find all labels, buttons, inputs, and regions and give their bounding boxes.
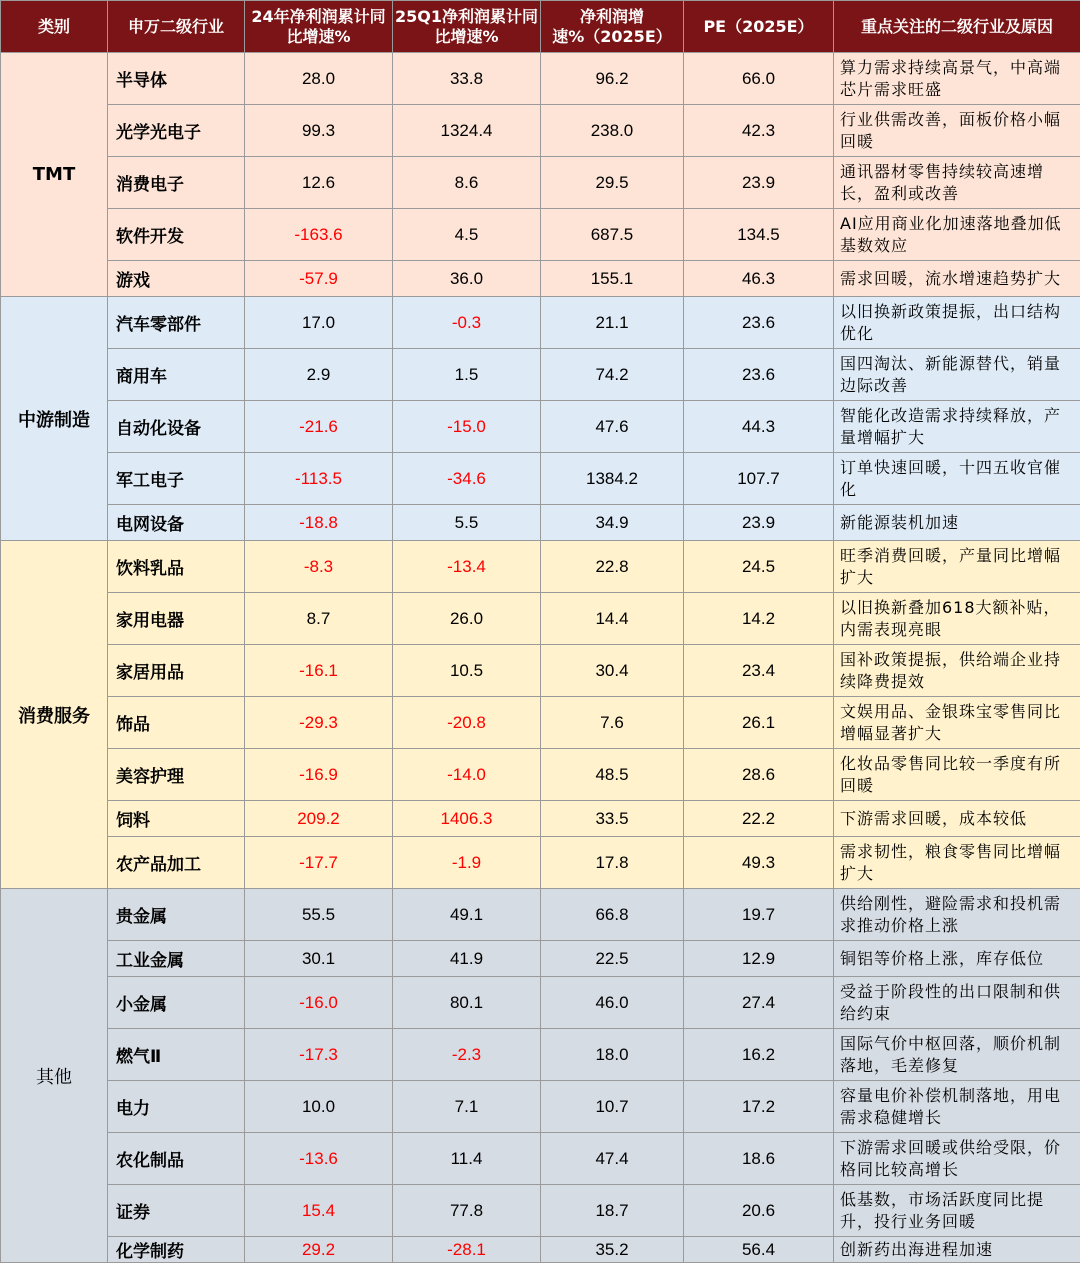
table-row [1,157,1080,209]
growth-25q1-cell: -1.9 [393,837,541,889]
pe-cell: 12.9 [684,941,834,977]
table-row [1,541,1080,593]
industry-cell: 半导体 [108,53,245,105]
header-pe-2025e: PE（2025E） [684,1,834,53]
industry-cell: 饰品 [108,697,245,749]
category-consumer-services: 消费服务 [1,541,108,889]
table-row [1,261,1080,297]
reason-cell [834,541,1080,593]
reason-cell [834,749,1080,801]
reason-text: 化妆品零售同比较一季度有所回暖 [840,753,1074,797]
reason-cell [834,157,1080,209]
reason-cell [834,1185,1080,1237]
pe-cell: 49.3 [684,837,834,889]
industry-cell: 小金属 [108,977,245,1029]
header-growth-2025e: 净利润增速%（2025E） [541,1,684,53]
growth-2024-cell: -17.3 [245,1029,393,1081]
table-row [1,105,1080,157]
pe-cell: 134.5 [684,209,834,261]
reason-text: 需求回暖，流水增速趋势扩大 [840,268,1074,290]
growth-2024-cell: -17.7 [245,837,393,889]
growth-2024-cell: 99.3 [245,105,393,157]
growth-2024-cell: -29.3 [245,697,393,749]
reason-cell [834,453,1080,505]
reason-text: 以旧换新叠加618大额补贴，内需表现亮眼 [840,597,1074,641]
growth-2024-cell: 55.5 [245,889,393,941]
table-row [1,297,1080,349]
pe-cell: 14.2 [684,593,834,645]
industry-cell: 燃气Ⅱ [108,1029,245,1081]
industry-cell: 家居用品 [108,645,245,697]
pe-cell: 19.7 [684,889,834,941]
growth-25q1-cell: 11.4 [393,1133,541,1185]
header-row [1,1,1080,53]
growth-2025e-cell: 18.0 [541,1029,684,1081]
reason-text: 行业供需改善，面板价格小幅回暖 [840,109,1074,153]
reason-text: 容量电价补偿机制落地，用电需求稳健增长 [840,1085,1074,1129]
reason-cell [834,837,1080,889]
pe-cell: 24.5 [684,541,834,593]
reason-text: 受益于阶段性的出口限制和供给约束 [840,981,1074,1025]
growth-25q1-cell: 1.5 [393,349,541,401]
growth-2024-cell: 17.0 [245,297,393,349]
growth-25q1-cell: 8.6 [393,157,541,209]
reason-cell [834,1133,1080,1185]
growth-25q1-cell: -14.0 [393,749,541,801]
pe-cell: 46.3 [684,261,834,297]
growth-2024-cell: 8.7 [245,593,393,645]
industry-cell: 家用电器 [108,593,245,645]
reason-cell [834,593,1080,645]
header-category: 类别 [1,1,108,53]
pe-cell: 66.0 [684,53,834,105]
category-tmt: TMT [1,53,108,297]
reason-text: 通讯器材零售持续较高速增长，盈利或改善 [840,161,1074,205]
growth-2024-cell: -16.9 [245,749,393,801]
growth-2025e-cell: 14.4 [541,593,684,645]
table-row [1,53,1080,105]
growth-2025e-cell: 22.5 [541,941,684,977]
pe-cell: 22.2 [684,801,834,837]
reason-text: 低基数，市场活跃度同比提升，投行业务回暖 [840,1189,1074,1233]
reason-text: 算力需求持续高景气，中高端芯片需求旺盛 [840,57,1074,101]
growth-25q1-cell: 49.1 [393,889,541,941]
growth-25q1-cell: 33.8 [393,53,541,105]
pe-cell: 18.6 [684,1133,834,1185]
growth-2024-cell: 2.9 [245,349,393,401]
growth-25q1-cell: -0.3 [393,297,541,349]
reason-cell [834,53,1080,105]
growth-2024-cell: 12.6 [245,157,393,209]
growth-2024-cell: -13.6 [245,1133,393,1185]
industry-cell: 农产品加工 [108,837,245,889]
growth-25q1-cell: -34.6 [393,453,541,505]
reason-text: 需求韧性，粮食零售同比增幅扩大 [840,841,1074,885]
reason-cell [834,1029,1080,1081]
table-row [1,1185,1080,1237]
table-row [1,505,1080,541]
industry-cell: 自动化设备 [108,401,245,453]
reason-text: 供给刚性，避险需求和投机需求推动价格上涨 [840,893,1074,937]
growth-25q1-cell: 77.8 [393,1185,541,1237]
industry-cell: 软件开发 [108,209,245,261]
reason-text: 创新药出海进程加速 [840,1239,1074,1261]
growth-25q1-cell: 5.5 [393,505,541,541]
growth-25q1-cell: -28.1 [393,1237,541,1263]
growth-2025e-cell: 10.7 [541,1081,684,1133]
industry-cell: 饲料 [108,801,245,837]
growth-2024-cell: 10.0 [245,1081,393,1133]
reason-cell [834,297,1080,349]
table-row [1,1029,1080,1081]
growth-2024-cell: -57.9 [245,261,393,297]
table-row [1,349,1080,401]
reason-cell [834,977,1080,1029]
growth-25q1-cell: -20.8 [393,697,541,749]
growth-2025e-cell: 22.8 [541,541,684,593]
pe-cell: 56.4 [684,1237,834,1263]
growth-2024-cell: -16.0 [245,977,393,1029]
reason-text: AI应用商业化加速落地叠加低基数效应 [840,213,1074,257]
industry-cell: 证券 [108,1185,245,1237]
growth-25q1-cell: 41.9 [393,941,541,977]
reason-cell [834,261,1080,297]
table-row [1,1237,1080,1263]
growth-25q1-cell: 80.1 [393,977,541,1029]
growth-2024-cell: -21.6 [245,401,393,453]
growth-2024-cell: -16.1 [245,645,393,697]
pe-cell: 23.9 [684,505,834,541]
industry-cell: 游戏 [108,261,245,297]
growth-25q1-cell: 4.5 [393,209,541,261]
table-row [1,1133,1080,1185]
reason-cell [834,889,1080,941]
industry-cell: 美容护理 [108,749,245,801]
growth-2025e-cell: 35.2 [541,1237,684,1263]
pe-cell: 23.6 [684,297,834,349]
growth-2024-cell: 30.1 [245,941,393,977]
table-row [1,941,1080,977]
table-row [1,593,1080,645]
table-row [1,1081,1080,1133]
growth-2025e-cell: 30.4 [541,645,684,697]
growth-2025e-cell: 238.0 [541,105,684,157]
pe-cell: 26.1 [684,697,834,749]
pe-cell: 16.2 [684,1029,834,1081]
growth-2024-cell: -8.3 [245,541,393,593]
header-reason: 重点关注的二级行业及原因 [834,1,1080,53]
industry-cell: 商用车 [108,349,245,401]
header-industry: 申万二级行业 [108,1,245,53]
table-row [1,801,1080,837]
pe-cell: 23.9 [684,157,834,209]
pe-cell: 42.3 [684,105,834,157]
table-row [1,889,1080,941]
pe-cell: 20.6 [684,1185,834,1237]
industry-cell: 农化制品 [108,1133,245,1185]
growth-25q1-cell: -15.0 [393,401,541,453]
reason-cell [834,209,1080,261]
header-growth-25q1: 25Q1净利润累计同比增速% [393,1,541,53]
reason-cell [834,505,1080,541]
pe-cell: 107.7 [684,453,834,505]
industry-cell: 光学光电子 [108,105,245,157]
growth-25q1-cell: 7.1 [393,1081,541,1133]
pe-cell: 28.6 [684,749,834,801]
industry-cell: 饮料乳品 [108,541,245,593]
growth-25q1-cell: -2.3 [393,1029,541,1081]
table-row [1,401,1080,453]
growth-2024-cell: 15.4 [245,1185,393,1237]
growth-25q1-cell: 36.0 [393,261,541,297]
growth-2024-cell: 28.0 [245,53,393,105]
table-row [1,209,1080,261]
category-midstream-manufacturing: 中游制造 [1,297,108,541]
reason-cell [834,941,1080,977]
reason-text: 铜铝等价格上涨，库存低位 [840,948,1074,970]
industry-cell: 化学制药 [108,1237,245,1263]
pe-cell: 27.4 [684,977,834,1029]
table-row [1,977,1080,1029]
reason-text: 下游需求回暖，成本较低 [840,808,1074,830]
pe-cell: 44.3 [684,401,834,453]
reason-cell [834,697,1080,749]
reason-text: 以旧换新政策提振，出口结构优化 [840,301,1074,345]
growth-2025e-cell: 74.2 [541,349,684,401]
reason-cell [834,105,1080,157]
reason-cell [834,349,1080,401]
growth-2025e-cell: 34.9 [541,505,684,541]
pe-cell: 23.6 [684,349,834,401]
reason-text: 智能化改造需求持续释放，产量增幅扩大 [840,405,1074,449]
reason-cell [834,801,1080,837]
reason-text: 国补政策提振，供给端企业持续降费提效 [840,649,1074,693]
growth-25q1-cell: 10.5 [393,645,541,697]
header-growth-2024: 24年净利润累计同比增速% [245,1,393,53]
pe-cell: 23.4 [684,645,834,697]
growth-2025e-cell: 47.4 [541,1133,684,1185]
growth-2025e-cell: 66.8 [541,889,684,941]
table-row [1,453,1080,505]
growth-2025e-cell: 48.5 [541,749,684,801]
growth-2025e-cell: 1384.2 [541,453,684,505]
growth-2025e-cell: 47.6 [541,401,684,453]
growth-25q1-cell: 26.0 [393,593,541,645]
reason-text: 订单快速回暖，十四五收官催化 [840,457,1074,501]
industry-cell: 贵金属 [108,889,245,941]
industry-cell: 汽车零部件 [108,297,245,349]
reason-cell [834,1237,1080,1263]
growth-2025e-cell: 33.5 [541,801,684,837]
table-row [1,837,1080,889]
reason-cell [834,401,1080,453]
reason-text: 国际气价中枢回落，顺价机制落地，毛差修复 [840,1033,1074,1077]
table-row [1,645,1080,697]
table-row [1,697,1080,749]
growth-2024-cell: -18.8 [245,505,393,541]
growth-2024-cell: 29.2 [245,1237,393,1263]
growth-2024-cell: -113.5 [245,453,393,505]
reason-cell [834,645,1080,697]
reason-text: 下游需求回暖或供给受限，价格同比较高增长 [840,1137,1074,1181]
reason-text: 文娱用品、金银珠宝零售同比增幅显著扩大 [840,701,1074,745]
growth-2025e-cell: 155.1 [541,261,684,297]
growth-2025e-cell: 687.5 [541,209,684,261]
reason-cell [834,1081,1080,1133]
growth-2025e-cell: 46.0 [541,977,684,1029]
growth-2025e-cell: 29.5 [541,157,684,209]
industry-cell: 电网设备 [108,505,245,541]
growth-25q1-cell: 1324.4 [393,105,541,157]
growth-25q1-cell: -13.4 [393,541,541,593]
category-other: 其他 [1,889,108,1263]
table-row [1,749,1080,801]
industry-cell: 电力 [108,1081,245,1133]
reason-text: 旺季消费回暖，产量同比增幅扩大 [840,545,1074,589]
growth-2025e-cell: 21.1 [541,297,684,349]
growth-2024-cell: 209.2 [245,801,393,837]
reason-text: 新能源装机加速 [840,512,1074,534]
industry-cell: 工业金属 [108,941,245,977]
growth-2025e-cell: 7.6 [541,697,684,749]
industry-cell: 军工电子 [108,453,245,505]
growth-2025e-cell: 17.8 [541,837,684,889]
growth-2025e-cell: 18.7 [541,1185,684,1237]
industry-cell: 消费电子 [108,157,245,209]
growth-2025e-cell: 96.2 [541,53,684,105]
reason-text: 国四淘汰、新能源替代，销量边际改善 [840,353,1074,397]
growth-25q1-cell: 1406.3 [393,801,541,837]
pe-cell: 17.2 [684,1081,834,1133]
growth-2024-cell: -163.6 [245,209,393,261]
